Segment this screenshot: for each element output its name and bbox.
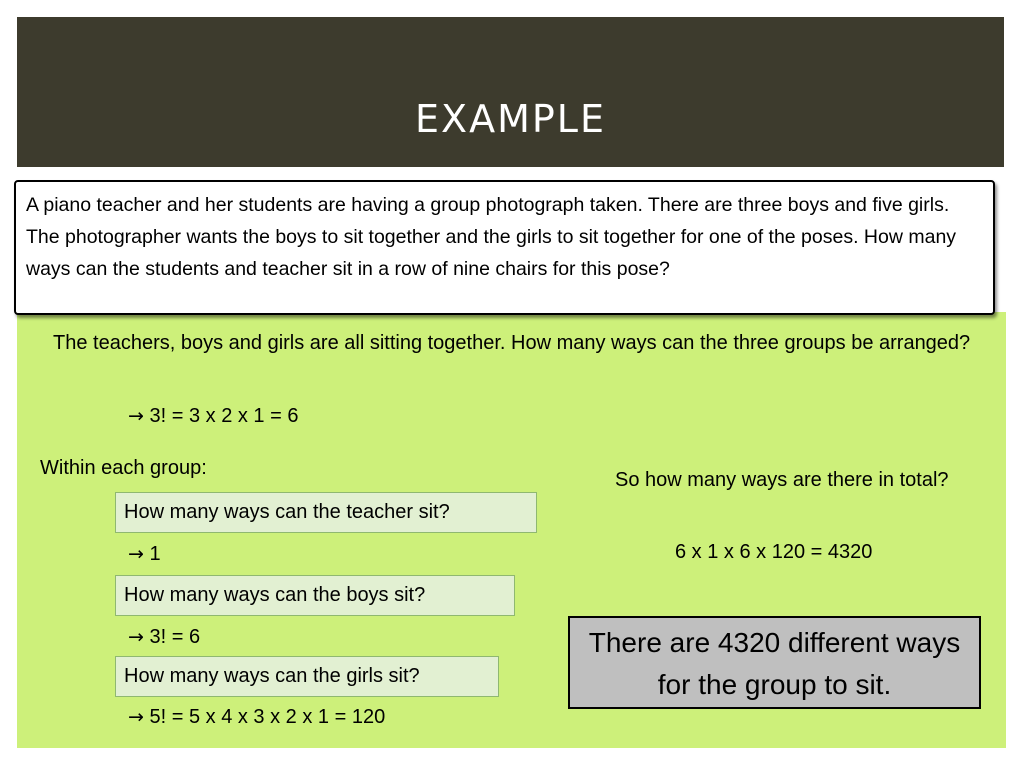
conclusion-text: There are 4320 different ways for the group to sit. — [588, 627, 961, 700]
teacher-answer-line — [128, 538, 161, 570]
groups-question: The teachers, boys and girls are all sitting together. How many ways can the three groups be arranged? — [53, 332, 971, 354]
boys-question-box — [115, 575, 515, 616]
arrow-right-icon: → — [128, 706, 144, 728]
arrow-right-icon: → — [128, 626, 144, 648]
groups-answer-line — [128, 400, 298, 432]
boys-question: How many ways can the boys sit? — [124, 584, 426, 606]
girls-question-box — [115, 656, 499, 697]
teacher-question-box — [115, 492, 537, 533]
groups-answer: 3! = 3 x 2 x 1 = 6 — [149, 405, 299, 427]
arrow-right-icon: → — [128, 543, 144, 565]
girls-answer-line — [128, 701, 385, 733]
teacher-question: How many ways can the teacher sit? — [124, 501, 450, 523]
title-bar — [17, 17, 1004, 167]
arrow-right-icon: → — [128, 405, 144, 427]
total-question: So how many ways are there in total? — [615, 469, 949, 491]
girls-question: How many ways can the girls sit? — [124, 665, 420, 687]
boys-answer-line — [128, 621, 200, 653]
within-label: Within each group: — [40, 457, 207, 479]
total-calculation: 6 x 1 x 6 x 120 = 4320 — [675, 541, 873, 563]
girls-answer: 5! = 5 x 4 x 3 x 2 x 1 = 120 — [149, 706, 386, 728]
teacher-answer: 1 — [149, 543, 161, 565]
boys-answer: 3! = 6 — [149, 626, 201, 648]
problem-statement-box — [14, 180, 995, 315]
slide-title: EXAMPLE — [415, 97, 606, 141]
problem-text: A piano teacher and her students are having a group photograph taken. There are three boys and five girls. The photographer wants the boys to sit together and the girls to sit together for one of the poses. How many ways can the students and teacher sit in a row of nine chairs for this pose? — [26, 194, 957, 280]
conclusion-box — [568, 616, 981, 709]
